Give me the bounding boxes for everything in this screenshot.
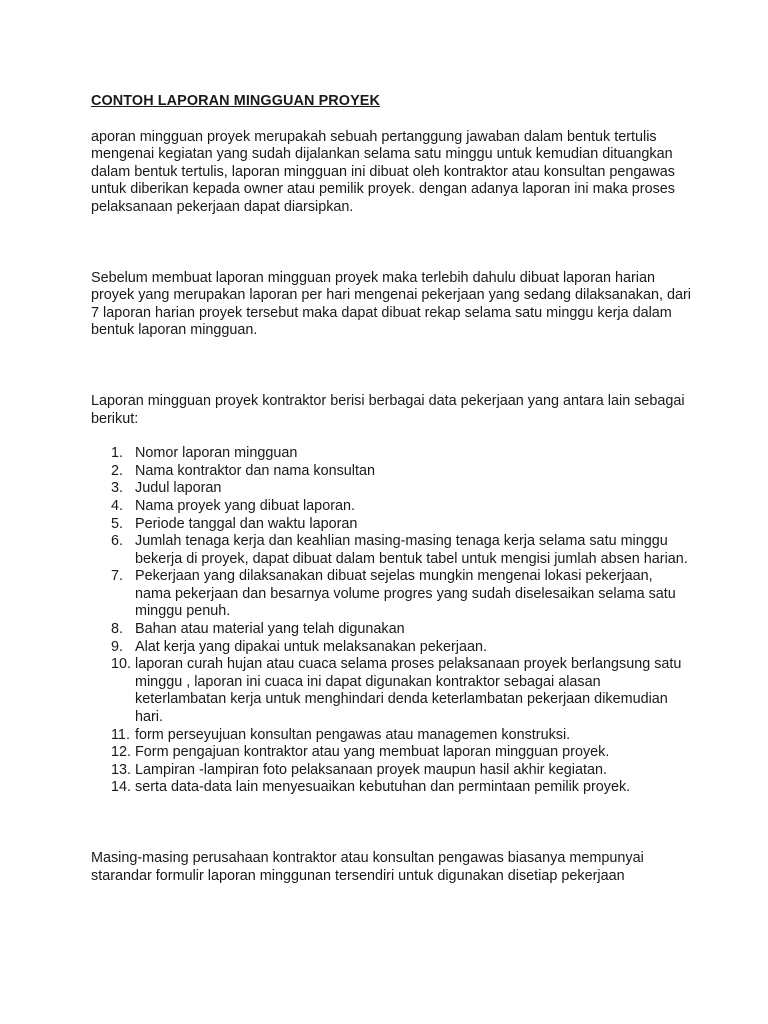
paragraph-daily-report: Sebelum membuat laporan mingguan proyek maka terlebih dahulu dibuat laporan harian proyek yang merupakan laporan per hari mengenai pekerjaan yang sedang dilaksanakan, dari 7 laporan harian proyek tersebut maka dapat dibuat rekap selama satu minggu kerja dalam bentuk laporan mingguan. <box>91 269 692 339</box>
list-item-text: Nama kontraktor dan nama konsultan <box>135 462 375 479</box>
list-item <box>91 639 691 657</box>
list-item <box>91 656 691 726</box>
paragraph-list-intro: Laporan mingguan proyek kontraktor berisi berbagai data pekerjaan yang antara lain sebagai berikut: <box>91 392 685 427</box>
list-item-number: 1. <box>111 445 124 462</box>
list-item-number: 12. <box>111 744 132 761</box>
list-item-text: serta data-data lain menyesuaikan kebutuhan dan permintaan pemilik proyek. <box>135 779 631 796</box>
list-item-number: 14. <box>111 779 132 796</box>
document-title: CONTOH LAPORAN MINGGUAN PROYEK <box>91 93 380 109</box>
list-item-text: form perseyujuan konsultan pengawas atau managemen konstruksi. <box>135 726 571 743</box>
list-item <box>91 533 691 568</box>
list-item-number: 3. <box>111 480 124 497</box>
list-item <box>91 621 691 639</box>
list-item-text: Alat kerja yang dipakai untuk melaksanakan pekerjaan. <box>135 638 487 655</box>
paragraph-spacer <box>91 217 691 270</box>
list-item-number: 6. <box>111 533 124 550</box>
list-item-text: Lampiran -lampiran foto pelaksanaan proyek maupun hasil akhir kegiatan. <box>135 761 607 778</box>
paragraph-spacer <box>91 340 691 393</box>
list-item-text: Judul laporan <box>135 480 222 497</box>
list-item <box>91 727 691 745</box>
list-item <box>91 779 691 797</box>
paragraph-intro: aporan mingguan proyek merupakah sebuah pertanggung jawaban dalam bentuk tertulis mengenai kegiatan yang sudah dijalankan selama satu minggu untuk kemudian dituangkan dalam bentuk tertulis, laporan mingguan ini dibuat oleh kontraktor atau konsultan pengawas untuk diberikan kepada owner atau pemilik proyek. dengan adanya laporan ini maka proses pelaksanaan pekerjaan dapat diarsipkan. <box>91 128 675 215</box>
list-item-text: laporan curah hujan atau cuaca selama proses pelaksanaan proyek berlangsung satu minggu , laporan ini cuaca ini dapat digunakan kontraktor sebagai alasan keterlambatan kerja untuk menghindari denda keterlambatan pekerjaan dikemudian hari. <box>135 656 682 726</box>
list-item-text: Pekerjaan yang dilaksanakan dibuat sejelas mungkin mengenai lokasi pekerjaan, nama pekerjaan dan besarnya volume progres yang sudah diselesaikan selama satu minggu penuh. <box>135 568 676 620</box>
list-item-number: 2. <box>111 462 124 479</box>
list-item <box>91 744 691 762</box>
list-item-number: 5. <box>111 515 124 532</box>
list-item <box>91 463 691 481</box>
list-item <box>91 762 691 780</box>
paragraph-spacer <box>91 797 691 850</box>
list-item <box>91 445 691 463</box>
list-item <box>91 480 691 498</box>
list-item-text: Nama proyek yang dibuat laporan. <box>135 497 355 514</box>
list-item <box>91 516 691 534</box>
document-page <box>91 93 691 885</box>
list-item-number: 9. <box>111 638 124 655</box>
list-item-number: 11. <box>111 726 130 743</box>
list-item-number: 8. <box>111 621 124 638</box>
list-item <box>91 568 691 621</box>
list-item-number: 13. <box>111 761 132 778</box>
list-item <box>91 498 691 516</box>
list-item-number: 4. <box>111 497 124 514</box>
list-item-number: 10. <box>111 656 132 673</box>
report-contents-list <box>91 445 691 797</box>
list-item-number: 7. <box>111 568 124 585</box>
list-item-text: Bahan atau material yang telah digunakan <box>135 621 405 638</box>
list-item-text: Periode tanggal dan waktu laporan <box>135 515 358 532</box>
paragraph-closing: Masing-masing perusahaan kontraktor atau konsultan pengawas biasanya mempunyai starandar formulir laporan minggunan tersendiri untuk digunakan disetiap pekerjaan <box>91 850 644 884</box>
list-item-text: Nomor laporan mingguan <box>135 445 298 462</box>
paragraph-spacer <box>91 428 691 445</box>
list-item-text: Form pengajuan kontraktor atau yang membuat laporan mingguan proyek. <box>135 744 610 761</box>
list-item-text: Jumlah tenaga kerja dan keahlian masing-masing tenaga kerja selama satu minggu bekerja di proyek, dapat dibuat dalam bentuk tabel untuk mengisi jumlah absen harian. <box>135 533 688 567</box>
